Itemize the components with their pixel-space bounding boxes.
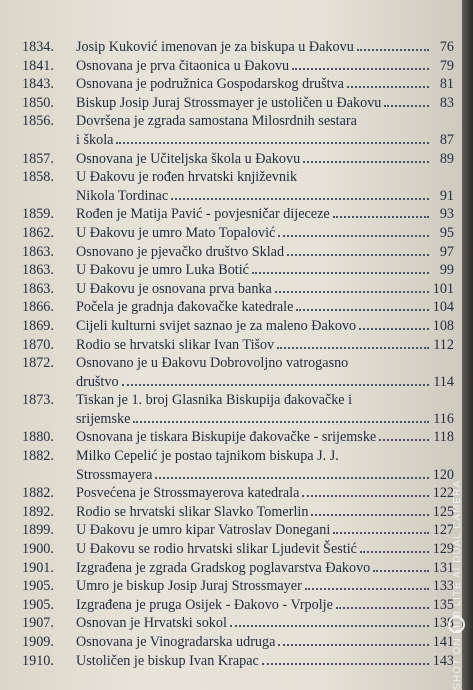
- toc-entry: [22, 614, 454, 633]
- entry-page-number: 91: [439, 187, 454, 204]
- entry-title-line: U Đakovu je rođen hrvatski književnik: [76, 169, 298, 186]
- toc-entry: [22, 559, 454, 578]
- entry-year: 1857.: [22, 150, 54, 167]
- entry-title-line: Biskup Josip Juraj Strossmayer je ustoličen u Đakovu: [76, 94, 382, 111]
- dot-leader: [296, 309, 429, 311]
- entry-title-line: Umro je biskup Josip Juraj Strossmayer: [76, 578, 302, 595]
- dot-leader: [336, 607, 429, 609]
- entry-page-number: 101: [432, 280, 454, 297]
- entry-year: 1858.: [22, 169, 54, 186]
- entry-year: 1899.: [22, 522, 54, 539]
- toc-entry: [22, 298, 454, 317]
- entry-year: 1872.: [22, 355, 54, 372]
- entry-year: 1859.: [22, 206, 54, 223]
- entry-year: 1901.: [22, 559, 54, 576]
- entry-year: 1834.: [22, 39, 54, 55]
- entry-year: 1863.: [22, 280, 54, 297]
- entry-title-line: Osnovana je Vinogradarska udruga: [76, 634, 276, 650]
- toc-entry: [22, 354, 454, 391]
- toc-entry: [22, 447, 454, 484]
- entry-title-line: Strossmayera: [76, 466, 153, 483]
- toc-entry: [22, 94, 454, 113]
- entry-title-line: srijemske: [76, 410, 131, 427]
- entry-title-line: Osnovano je pjevačko društvo Sklad: [76, 243, 285, 260]
- entry-title-line: U Đakovu je umro Mato Topalović: [76, 224, 276, 241]
- entry-title-line: Osnovana je Učiteljska škola u Đakovu: [76, 150, 301, 167]
- entry-page-number: 143: [432, 652, 454, 669]
- dot-leader: [278, 235, 429, 237]
- dot-leader: [379, 439, 429, 441]
- dot-leader: [278, 644, 429, 646]
- dot-leader: [302, 495, 429, 497]
- entry-title-line: Izgrađena je pruga Osijek - Đakovo - Vrpolje: [76, 596, 333, 613]
- toc-entry: [22, 243, 454, 262]
- entry-title-line: Rodio se hrvatski slikar Ivan Tišov: [76, 336, 275, 353]
- entry-title-line: društvo: [76, 373, 119, 390]
- entry-page-number: 95: [439, 224, 454, 241]
- entry-page-number: 104: [432, 299, 454, 316]
- entry-title-line: Osnovan je Hrvatski sokol: [76, 615, 227, 632]
- dot-leader: [303, 161, 429, 163]
- entry-year: 1909.: [22, 634, 54, 650]
- dot-leader: [359, 328, 429, 330]
- toc-entry: [22, 336, 454, 355]
- entry-title-line: Josip Kuković imenovan je za biskupa u Đakovu: [76, 39, 354, 55]
- entry-title-line: Ustoličen je biskup Ivan Krapac: [76, 652, 259, 669]
- entry-year: 1905.: [22, 578, 54, 595]
- entry-page-number: 118: [433, 429, 454, 446]
- entry-page-number: 125: [432, 503, 454, 520]
- entry-page-number: 135: [432, 596, 454, 613]
- entry-title-line: Cijeli kulturni svijet saznao je za maleno Đakovo: [76, 317, 357, 334]
- entry-page-number: 120: [432, 466, 454, 483]
- dot-leader: [287, 254, 429, 256]
- entry-title-line: Tiskan je 1. broj Glasnika Biskupija đakovačke i: [76, 392, 353, 409]
- entry-year: 1873.: [22, 392, 54, 409]
- dot-leader: [133, 421, 429, 423]
- entry-year: 1863.: [22, 262, 54, 279]
- entry-year: 1850.: [22, 94, 54, 111]
- entry-page-number: 87: [439, 131, 454, 148]
- dot-leader: [373, 570, 429, 572]
- entry-title-line: Osnovano je u Đakovu Dobrovoljno vatrogasno: [76, 355, 349, 372]
- dot-leader: [230, 625, 429, 627]
- toc-entry: [22, 484, 454, 503]
- entry-page-number: 114: [433, 373, 454, 390]
- entry-title-line: Izgrađena je zgrada Gradskog poglavarstva Đakovo: [76, 559, 371, 576]
- entry-page-number: 97: [439, 243, 454, 260]
- toc-entry: [22, 112, 454, 149]
- toc-entry: [22, 224, 454, 243]
- entry-year: 1843.: [22, 76, 54, 93]
- dot-leader: [360, 551, 429, 553]
- entry-page-number: 131: [432, 559, 454, 576]
- entry-year: 1863.: [22, 243, 54, 260]
- toc-entry: [22, 38, 454, 57]
- entry-year: 1905.: [22, 596, 54, 613]
- entry-page-number: 141: [432, 634, 454, 650]
- dot-leader: [347, 86, 429, 88]
- toc-entry: [22, 577, 454, 596]
- dot-leader: [262, 663, 429, 665]
- entry-title-line: U Đakovu je umro Luka Botić: [76, 262, 249, 279]
- entry-page-number: 89: [439, 150, 454, 167]
- entry-title-line: Posvećena je Strossmayerova katedrala: [76, 485, 300, 502]
- entry-title-line: Počela je gradnja đakovačke katedrale: [76, 299, 294, 316]
- entry-page-number: 99: [439, 262, 454, 279]
- entry-title-line: Osnovana je podružnica Gospodarskog društva: [76, 76, 344, 93]
- entry-page-number: 83: [439, 94, 454, 111]
- toc-entry: [22, 596, 454, 615]
- toc-entry: [22, 391, 454, 428]
- entry-year: 1866.: [22, 299, 54, 316]
- entry-page-number: 81: [439, 76, 454, 93]
- entry-year: 1870.: [22, 336, 54, 353]
- toc-entry: [22, 75, 454, 94]
- entry-page-number: 122: [432, 485, 454, 502]
- entry-year: 1907.: [22, 615, 54, 632]
- dot-leader: [305, 588, 429, 590]
- toc-entry: [22, 57, 454, 76]
- entry-year: 1900.: [22, 541, 54, 558]
- toc-entry: [22, 428, 454, 447]
- entry-page-number: 93: [439, 206, 454, 223]
- entry-page-number: 133: [432, 578, 454, 595]
- entry-title-line: U Đakovu je umro kipar Vatroslav Donegani: [76, 522, 331, 539]
- toc-entry: [22, 150, 454, 169]
- dot-leader: [333, 216, 429, 218]
- entry-title-line: i škola: [76, 131, 114, 148]
- toc-entry: [22, 280, 454, 299]
- entry-title-line: Osnovana je prva čitaonica u Đakovu: [76, 57, 290, 74]
- dot-leader: [311, 514, 429, 516]
- entry-year: 1910.: [22, 652, 54, 669]
- entry-page-number: 79: [439, 57, 454, 74]
- toc-entry: [22, 540, 454, 559]
- toc-entry: [22, 503, 454, 522]
- entry-page-number: 116: [433, 410, 454, 427]
- dot-leader: [292, 68, 429, 70]
- entry-year: 1892.: [22, 503, 54, 520]
- dot-leader: [333, 532, 429, 534]
- entry-page-number: 112: [433, 336, 454, 353]
- dot-leader: [277, 347, 429, 349]
- entry-title-line: Rodio se hrvatski slikar Slavko Tomerlin: [76, 503, 309, 520]
- dot-leader: [171, 198, 429, 200]
- table-of-contents: [22, 38, 454, 670]
- toc-entry: [22, 168, 454, 205]
- dot-leader: [275, 291, 429, 293]
- entry-page-number: 127: [432, 522, 454, 539]
- entry-title-line: Nikola Tordinac: [76, 187, 169, 204]
- dot-leader: [357, 49, 429, 51]
- toc-entry: [22, 633, 454, 652]
- entry-year: 1869.: [22, 317, 54, 334]
- dot-leader: [122, 384, 429, 386]
- entry-title-line: Rođen je Matija Pavić - povjesničar dijeceze: [76, 206, 330, 223]
- entry-year: 1856.: [22, 113, 54, 130]
- entry-year: 1882.: [22, 485, 54, 502]
- entry-title-line: Dovršena je zgrada samostana Milosrdnih sestara: [76, 113, 357, 130]
- page-edge-shadow: [462, 0, 473, 690]
- toc-entry: [22, 205, 454, 224]
- entry-year: 1880.: [22, 429, 54, 446]
- toc-entry: [22, 317, 454, 336]
- camera-watermark: SHOT ON MI 8 LITE AI DUAL CAMERA: [452, 480, 463, 690]
- toc-entry: [22, 652, 454, 671]
- toc-entry: [22, 261, 454, 280]
- entry-title-line: U Đakovu se rodio hrvatski slikar Ljudevit Šestić: [76, 541, 357, 558]
- dot-leader: [116, 142, 429, 144]
- entry-page-number: 129: [432, 541, 454, 558]
- entry-year: 1862.: [22, 224, 54, 241]
- entry-year: 1841.: [22, 57, 54, 74]
- camera-logo-icon: [448, 616, 465, 633]
- entry-title-line: U Đakovu je osnovana prva banka: [76, 280, 272, 297]
- entry-title-line: Osnovana je tiskara Biskupije đakovačke - srijemske: [76, 429, 377, 446]
- entry-page-number: 76: [439, 39, 454, 55]
- entry-year: 1882.: [22, 448, 54, 465]
- dot-leader: [252, 272, 429, 274]
- entry-page-number: 138: [432, 615, 454, 632]
- entry-page-number: 108: [432, 317, 454, 334]
- entry-title-line: Milko Cepelić je postao tajnikom biskupa J. J.: [76, 448, 339, 465]
- dot-leader: [384, 105, 429, 107]
- toc-entry: [22, 521, 454, 540]
- dot-leader: [155, 477, 429, 479]
